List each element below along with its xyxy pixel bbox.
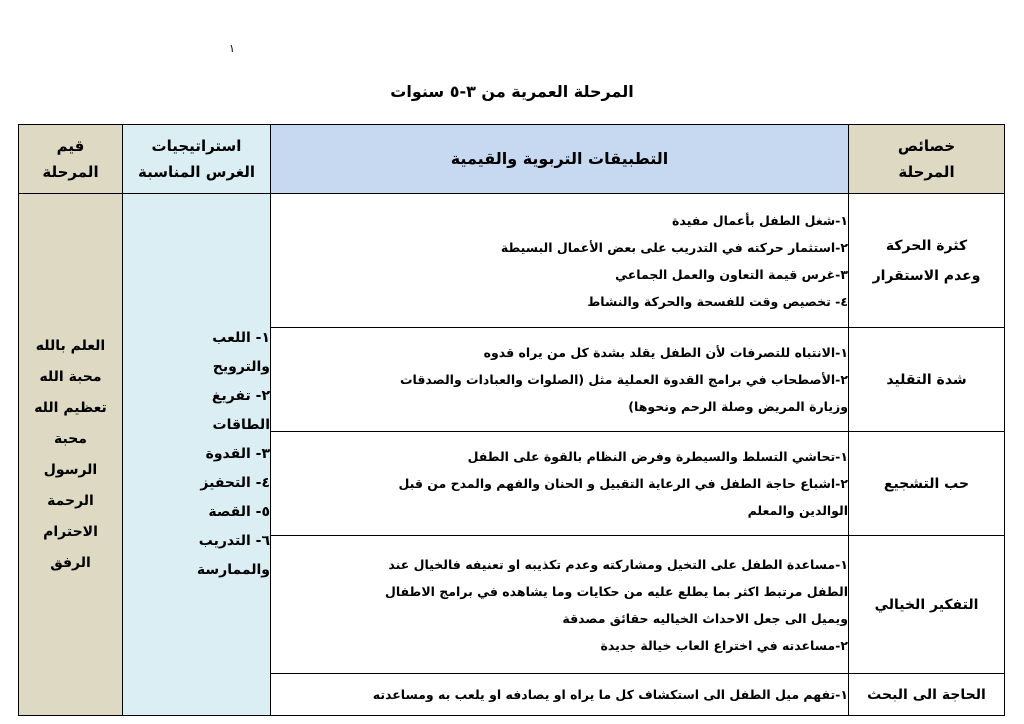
strategy-line: ٣- القدوة bbox=[205, 446, 270, 462]
page-title: المرحلة العمرية من ٣-٥ سنوات bbox=[390, 82, 634, 101]
header-strategies-line: الغرس المناسبة bbox=[137, 163, 256, 181]
characteristic-cell: الحاجة الى البحث bbox=[849, 674, 1005, 716]
strategy-line: ٦- التدريب bbox=[198, 533, 270, 549]
application-line: الطفل مرتبط اكثر بما يطلع عليه من حكايات وما يشاهده في برامج الاطفال bbox=[385, 583, 848, 599]
page-number: ١ bbox=[229, 42, 235, 55]
header-values-line: المرحلة bbox=[42, 163, 99, 181]
value-line: العلم بالله bbox=[35, 337, 106, 354]
value-line: محبة bbox=[54, 430, 87, 447]
characteristic-line: وعدم الاستقرار bbox=[872, 267, 981, 284]
header-strategies bbox=[123, 125, 271, 194]
value-line: الرحمة bbox=[47, 492, 94, 509]
header-characteristics-line: خصائص bbox=[897, 137, 956, 155]
strategy-line: ٤- التحفيز bbox=[200, 475, 270, 491]
applications-cell bbox=[271, 432, 849, 536]
application-line: ١-تحاشي التسلط والسيطرة وفرض النظام بالقوة على الطفل bbox=[467, 449, 848, 464]
application-line: الوالدين والمعلم bbox=[747, 503, 848, 518]
header-values-line: قيم bbox=[56, 137, 85, 155]
application-line: ١-شغل الطفل بأعمال مفيدة bbox=[672, 212, 848, 228]
table-row bbox=[19, 194, 1005, 328]
application-line: ١-تفهم ميل الطفل الى استكشاف كل ما يراه او يصادفه او يلعب به ومساعدته bbox=[372, 687, 848, 702]
strategies-cell bbox=[123, 194, 271, 716]
application-line: ٣-غرس قيمة التعاون والعمل الجماعي bbox=[615, 266, 848, 282]
applications-cell bbox=[271, 536, 849, 674]
values-cell bbox=[19, 194, 123, 716]
value-line: محبة الله bbox=[39, 368, 102, 385]
application-line: ٤- تخصيص وقت للفسحة والحركة والنشاط bbox=[587, 293, 848, 309]
characteristic-cell bbox=[849, 194, 1005, 328]
strategy-line: ٢- تفريغ bbox=[211, 388, 270, 404]
characteristic-line: كثرة الحركة bbox=[885, 237, 968, 254]
strategy-line: الطاقات bbox=[212, 417, 270, 433]
strategy-line: ١- اللعب bbox=[212, 330, 270, 346]
characteristic-cell: التفكير الخيالي bbox=[849, 536, 1005, 674]
application-line: ٢-مساعدته في اختراع العاب خيالة جديدة bbox=[600, 637, 848, 653]
applications-cell bbox=[271, 674, 849, 716]
strategy-line: والترويح bbox=[212, 359, 270, 375]
applications-cell bbox=[271, 194, 849, 328]
application-line: ٢-اشباع حاجة الطفل في الرعاية التقبيل و الحنان والفهم والمدح من قبل bbox=[398, 476, 848, 491]
header-applications: التطبيقات التربوية والقيمية bbox=[271, 125, 849, 194]
header-strategies-line: استراتيجيات bbox=[151, 137, 242, 155]
stage-table bbox=[18, 124, 1005, 716]
header-characteristics-line: المرحلة bbox=[898, 163, 955, 181]
value-line: الرسول bbox=[43, 461, 98, 478]
header-characteristics bbox=[849, 125, 1005, 194]
strategy-line: ٥- القصة bbox=[208, 504, 270, 520]
value-line: الاحترام bbox=[43, 523, 98, 540]
application-line: ويميل الى جعل الاحداث الخياليه حقائق مصدقة bbox=[562, 610, 848, 626]
application-line: ١-الانتباه للتصرفات لأن الطفل يقلد بشدة كل من يراه قدوه bbox=[483, 345, 848, 360]
strategy-line: والممارسة bbox=[196, 562, 270, 578]
application-line: ٢-الأصطحاب في برامج القدوة العملية مثل (الصلوات والعبادات والصدقات bbox=[399, 372, 848, 387]
application-line: ١-مساعدة الطفل على التخيل ومشاركته وعدم تكذيبه او تعنيفه فالخيال عند bbox=[388, 556, 848, 572]
applications-cell bbox=[271, 328, 849, 432]
value-line: الرفق bbox=[50, 554, 91, 571]
characteristic-cell: شدة التقليد bbox=[849, 328, 1005, 432]
characteristic-cell: حب التشجيع bbox=[849, 432, 1005, 536]
value-line: تعظيم الله bbox=[34, 399, 107, 416]
application-line: وزيارة المريض وصلة الرحم ونحوها) bbox=[628, 399, 848, 414]
header-values bbox=[19, 125, 123, 194]
application-line: ٢-استثمار حركته في التدريب على بعض الأعمال البسيطة bbox=[500, 239, 848, 255]
